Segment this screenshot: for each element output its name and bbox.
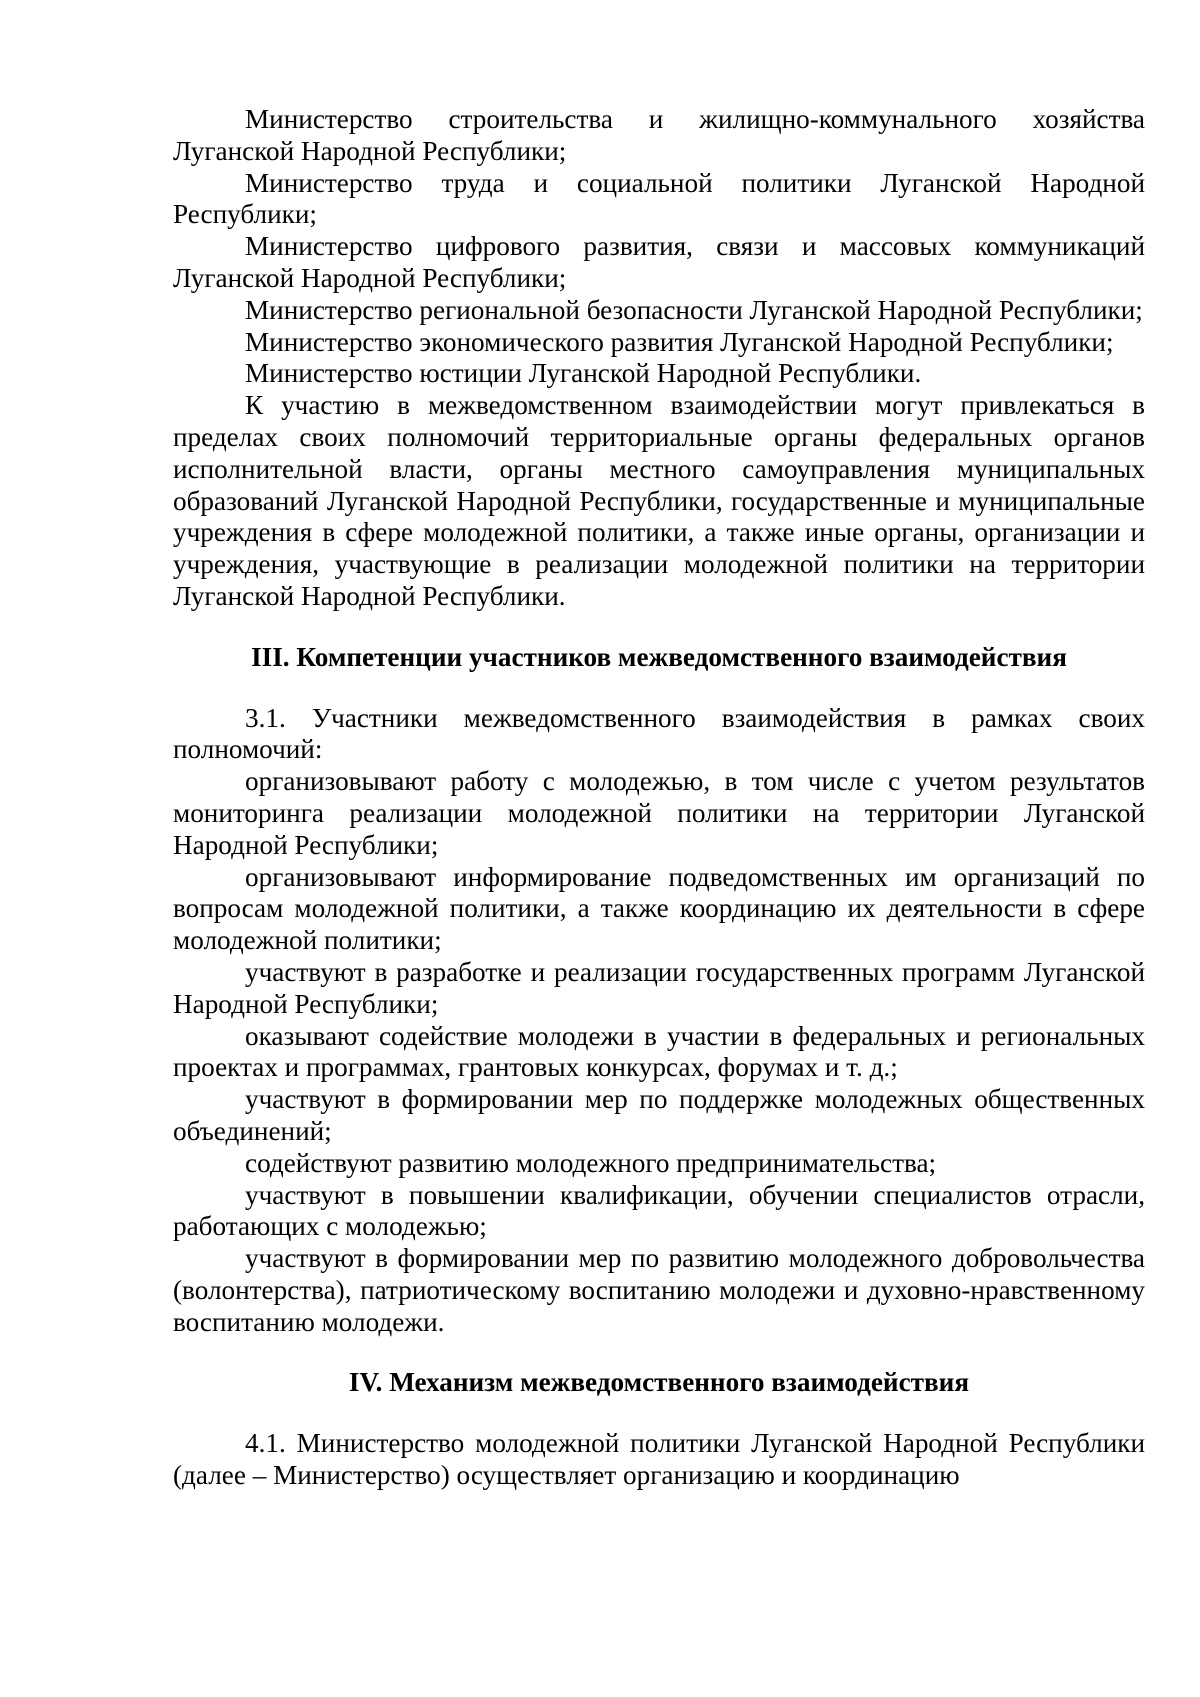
section-3-paragraph: оказывают содействие молодежи в участии в федеральных и региональных проектах и программах, грантовых конкурсах, форумах и т. д.; <box>173 1020 1145 1083</box>
section-3-paragraph: организовывают информирование подведомственных им организаций по вопросам молодежной политики, а также координацию их деятельности в сфере молодежной политики; <box>173 861 1145 956</box>
participant-item: Министерство юстиции Луганской Народной Республики. <box>245 358 922 389</box>
section-4-heading: IV. Механизм межведомственного взаимодействия <box>348 1367 970 1398</box>
section-3-paragraph: организовывают работу с молодежью, в том числе с учетом результатов мониторинга реализации молодежной политики на территории Луганской Народной Республики; <box>173 766 1145 860</box>
section-3-paragraph: содействуют развитию молодежного предпринимательства; <box>245 1147 937 1178</box>
section-3-paragraph: участвуют в разработке и реализации государственных программ Луганской Народной Республики; <box>173 956 1145 1019</box>
section-4-paragraph: 4.1. Министерство молодежной политики Луганской Народной Республики (далее – Министерство) осуществляет организацию и координацию <box>173 1428 1145 1491</box>
participant-item: Министерство строительства и жилищно-коммунального хозяйства Луганской Народной Республики; <box>173 104 1145 166</box>
section-3-paragraph: участвуют в формировании мер по развитию молодежного добровольчества (волонтерства), патриотическому воспитанию молодежи и духовно-нравственному воспитанию молодежи. <box>173 1243 1145 1337</box>
section-3-paragraph: участвуют в повышении квалификации, обучении специалистов отрасли, работающих с молодежью; <box>173 1179 1145 1242</box>
section-3-paragraph: участвуют в формировании мер по поддержке молодежных общественных объединений; <box>173 1084 1145 1146</box>
section-3-paragraph: 3.1. Участники межведомственного взаимодействия в рамках своих полномочий: <box>173 702 1145 765</box>
document-page <box>173 104 1145 1492</box>
participant-item: Министерство труда и социальной политики Луганской Народной Республики; <box>173 167 1145 230</box>
participants-note: К участию в межведомственном взаимодействии могут привлекаться в пределах своих полномочий территориальные органы федеральных органов исполнительной власти, органы местного самоуправления муниципальных образований Луганской Народной Республики, государственные и муниципальные учреждения в сфере молодежной политики, а также иные органы, организации и учреждения, участвующие в реализации молодежной политики на территории Луганской Народной Республики. <box>173 390 1145 611</box>
section-3-heading: III. Компетенции участников межведомственного взаимодействия <box>251 641 1067 672</box>
participant-item: Министерство цифрового развития, связи и массовых коммуникаций Луганской Народной Республики; <box>173 231 1145 293</box>
participant-item: Министерство региональной безопасности Луганской Народной Республики; <box>245 294 1143 325</box>
participant-item: Министерство экономического развития Луганской Народной Республики; <box>245 326 1114 357</box>
